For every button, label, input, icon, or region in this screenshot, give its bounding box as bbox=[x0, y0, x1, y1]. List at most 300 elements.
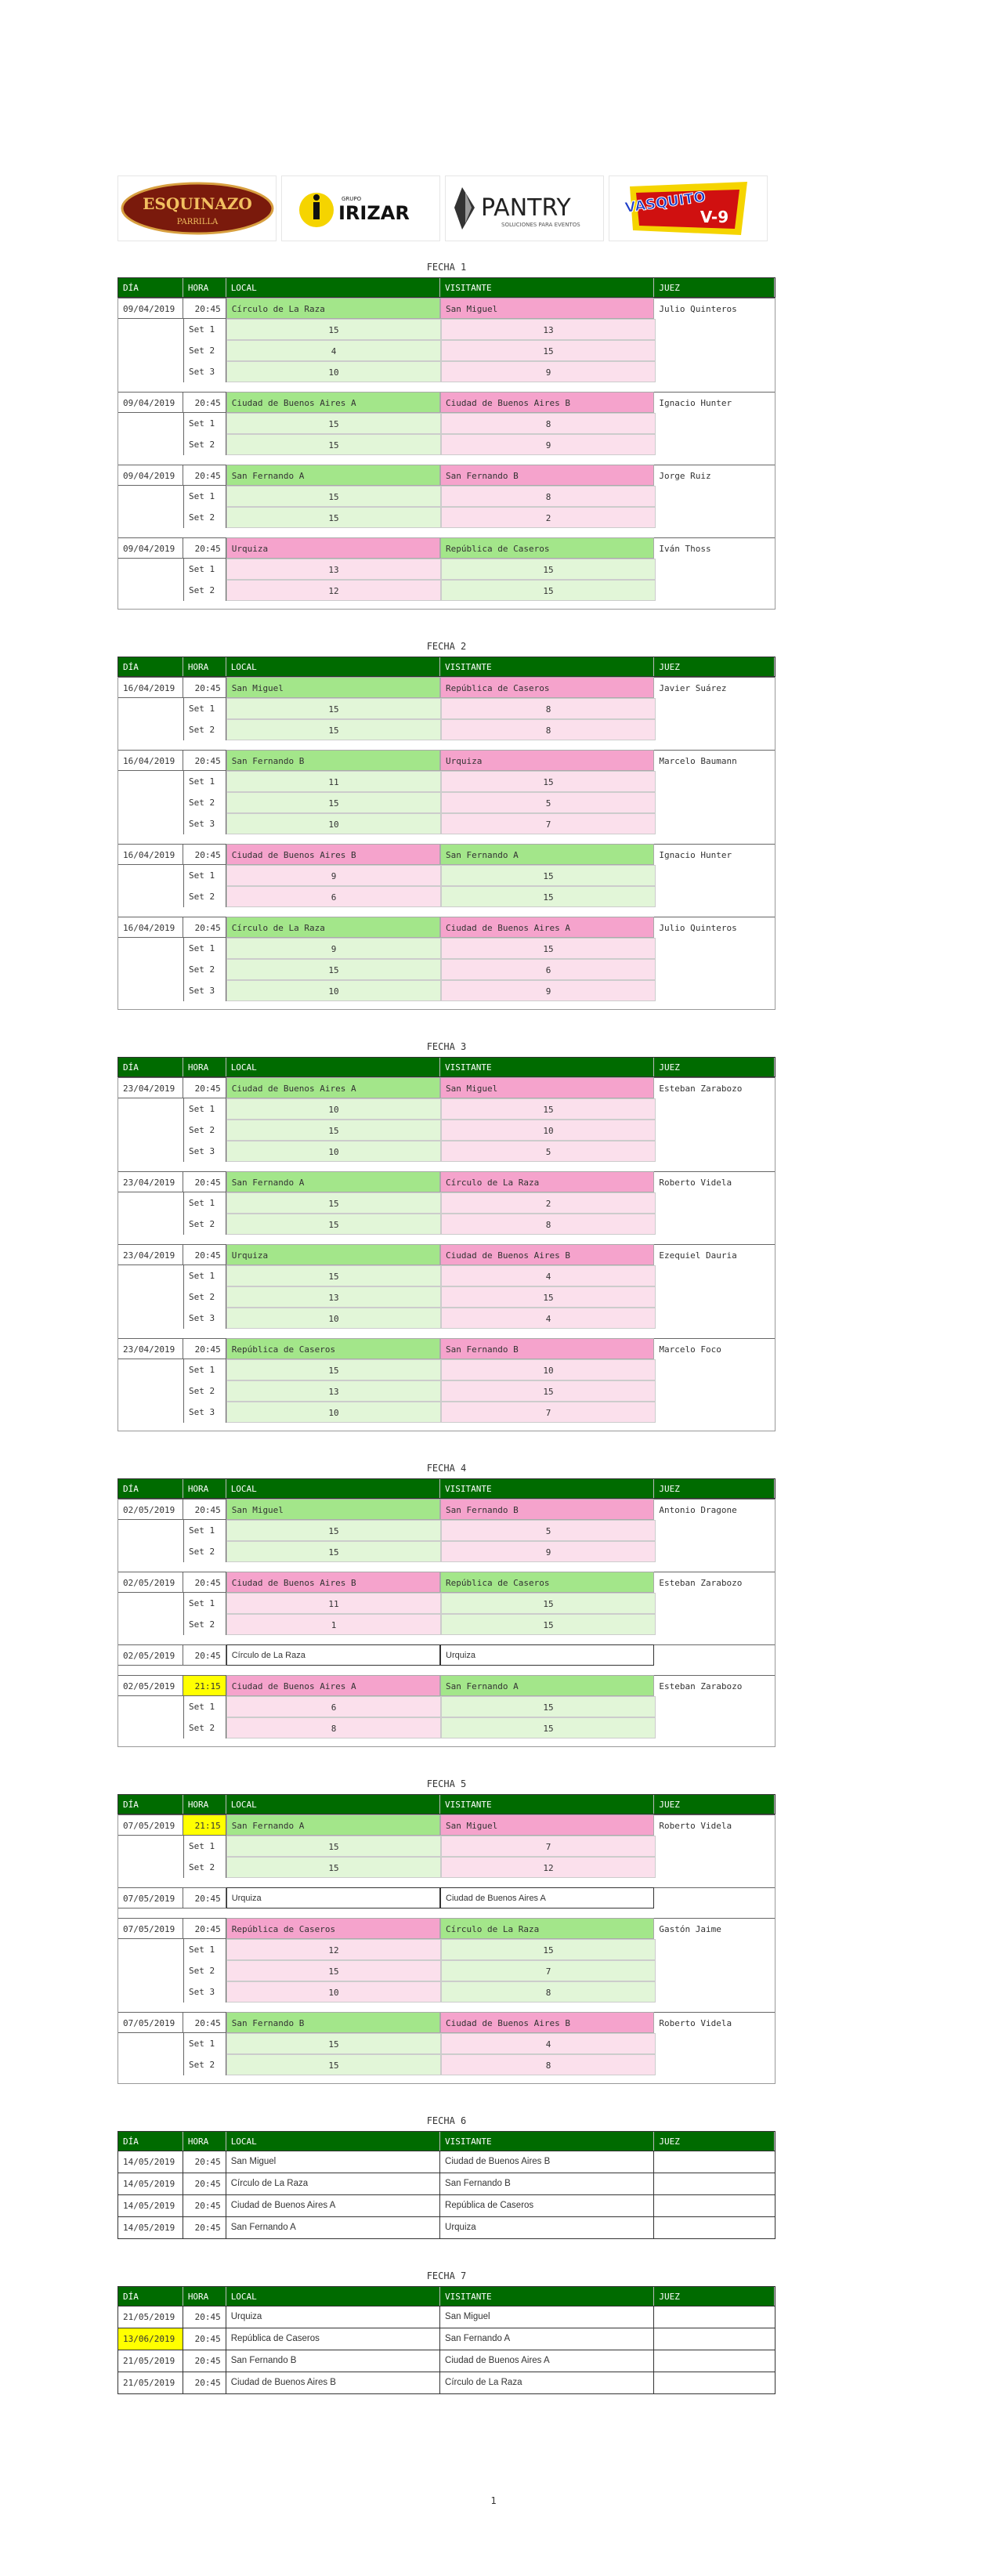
match-row bbox=[118, 1675, 775, 1696]
local-score: 8 bbox=[226, 1717, 441, 1738]
visitor-team: Ciudad de Buenos Aires A bbox=[440, 2350, 654, 2372]
set-row bbox=[118, 1541, 775, 1562]
local-score: 15 bbox=[226, 792, 441, 813]
match-date: 14/05/2019 bbox=[118, 2217, 183, 2238]
match-block bbox=[118, 1675, 775, 1738]
match-time: 20:45 bbox=[183, 844, 226, 865]
visitor-score: 7 bbox=[441, 1960, 656, 1981]
local-score: 10 bbox=[226, 813, 441, 834]
fecha-section bbox=[118, 257, 776, 610]
local-team: Ciudad de Buenos Aires A bbox=[226, 2195, 440, 2216]
local-team: Ciudad de Buenos Aires B bbox=[226, 1572, 440, 1593]
local-team: San Fernando B bbox=[226, 2350, 440, 2372]
header-juez: JUEZ bbox=[654, 278, 775, 297]
referee: Marcelo Baumann bbox=[654, 750, 775, 771]
table-header bbox=[118, 2131, 776, 2151]
visitor-team: San Miguel bbox=[440, 2306, 654, 2328]
fixture-container bbox=[118, 257, 776, 2421]
header-hora: HORA bbox=[183, 278, 226, 297]
local-team: Urquiza bbox=[226, 1244, 440, 1265]
svg-text:VASQUITO: VASQUITO bbox=[623, 188, 707, 217]
match-block bbox=[118, 1077, 775, 1162]
table-row bbox=[118, 2372, 776, 2394]
match-date: 14/05/2019 bbox=[118, 2151, 183, 2173]
local-score: 15 bbox=[226, 1836, 441, 1857]
referee: Ignacio Hunter bbox=[654, 392, 775, 413]
set-label: Set 3 bbox=[183, 813, 226, 834]
header-juez: JUEZ bbox=[654, 1795, 775, 1814]
visitor-score: 4 bbox=[441, 1265, 656, 1286]
set-row bbox=[118, 507, 775, 528]
local-score: 1 bbox=[226, 1614, 441, 1635]
set-label: Set 3 bbox=[183, 1141, 226, 1162]
table-row bbox=[118, 2195, 776, 2217]
set-row bbox=[118, 319, 775, 340]
visitor-score: 8 bbox=[441, 1214, 656, 1235]
set-label: Set 1 bbox=[183, 1696, 226, 1717]
visitor-team: San Fernando A bbox=[440, 2328, 654, 2350]
header-visitante: VISITANTE bbox=[440, 2287, 654, 2306]
match-block bbox=[118, 537, 775, 601]
fecha-section bbox=[118, 636, 776, 1010]
visitor-team: San Fernando A bbox=[440, 1675, 654, 1696]
match-date: 21/05/2019 bbox=[118, 2306, 183, 2328]
match-time: 20:45 bbox=[183, 750, 226, 771]
set-label: Set 1 bbox=[183, 1359, 226, 1380]
match-row bbox=[118, 465, 775, 486]
set-row bbox=[118, 865, 775, 886]
header-hora: HORA bbox=[183, 2287, 226, 2306]
set-row bbox=[118, 1696, 775, 1717]
fecha-title: FECHA 7 bbox=[426, 2270, 467, 2281]
local-score: 15 bbox=[226, 2033, 441, 2054]
visitor-team: República de Caseros bbox=[440, 537, 654, 559]
set-row bbox=[118, 1286, 775, 1308]
match-date: 09/04/2019 bbox=[118, 465, 183, 486]
sponsor-logos bbox=[118, 175, 768, 240]
match-time: 20:45 bbox=[183, 537, 226, 559]
header-juez: JUEZ bbox=[654, 1058, 775, 1076]
match-date: 16/04/2019 bbox=[118, 917, 183, 938]
header-dia: DÍA bbox=[118, 1058, 183, 1076]
match-row bbox=[118, 1918, 775, 1939]
set-row bbox=[118, 886, 775, 907]
visitor-team: Ciudad de Buenos Aires A bbox=[440, 1887, 654, 1908]
header-dia: DÍA bbox=[118, 278, 183, 297]
visitor-score: 7 bbox=[441, 1836, 656, 1857]
set-label: Set 1 bbox=[183, 1939, 226, 1960]
set-row bbox=[118, 1960, 775, 1981]
match-date: 14/05/2019 bbox=[118, 2173, 183, 2194]
set-label: Set 1 bbox=[183, 413, 226, 434]
referee bbox=[654, 2195, 775, 2216]
referee: Marcelo Foco bbox=[654, 1338, 775, 1359]
visitor-score: 9 bbox=[441, 434, 656, 455]
header-hora: HORA bbox=[183, 2132, 226, 2151]
match-block bbox=[118, 1244, 775, 1329]
local-score: 4 bbox=[226, 340, 441, 361]
referee bbox=[654, 2306, 775, 2328]
match-block bbox=[118, 917, 775, 1001]
visitor-team: San Fernando B bbox=[440, 465, 654, 486]
match-time: 20:45 bbox=[183, 1244, 226, 1265]
match-date: 21/05/2019 bbox=[118, 2372, 183, 2393]
fecha-section bbox=[118, 1458, 776, 1747]
local-score: 13 bbox=[226, 559, 441, 580]
visitor-score: 15 bbox=[441, 865, 656, 886]
local-team: San Fernando A bbox=[226, 465, 440, 486]
svg-text:ESQUINAZO: ESQUINAZO bbox=[142, 194, 252, 213]
fecha-section bbox=[118, 1774, 776, 2084]
vasquito-logo bbox=[609, 175, 768, 241]
match-date: 09/04/2019 bbox=[118, 537, 183, 559]
local-score: 13 bbox=[226, 1286, 441, 1308]
visitor-score: 10 bbox=[441, 1120, 656, 1141]
local-score: 15 bbox=[226, 1192, 441, 1214]
match-row bbox=[118, 1572, 775, 1593]
header-visitante: VISITANTE bbox=[440, 1058, 654, 1076]
fecha-section bbox=[118, 1037, 776, 1431]
local-score: 15 bbox=[226, 434, 441, 455]
visitor-score: 15 bbox=[441, 1286, 656, 1308]
match-row bbox=[118, 677, 775, 698]
visitor-score: 15 bbox=[441, 559, 656, 580]
match-time: 20:45 bbox=[183, 1644, 226, 1666]
local-team: Ciudad de Buenos Aires A bbox=[226, 1675, 440, 1696]
local-team: San Fernando B bbox=[226, 750, 440, 771]
match-row bbox=[118, 1499, 775, 1520]
local-score: 9 bbox=[226, 865, 441, 886]
match-block bbox=[118, 1499, 775, 1562]
header-local: LOCAL bbox=[226, 2132, 440, 2151]
header-juez: JUEZ bbox=[654, 1479, 775, 1498]
set-label: Set 2 bbox=[183, 1614, 226, 1635]
match-time: 20:45 bbox=[183, 298, 226, 319]
match-time: 20:45 bbox=[183, 677, 226, 698]
visitor-score: 13 bbox=[441, 319, 656, 340]
referee bbox=[654, 2217, 775, 2238]
fecha-title: FECHA 3 bbox=[426, 1041, 467, 1052]
set-row bbox=[118, 813, 775, 834]
visitor-team: República de Caseros bbox=[440, 1572, 654, 1593]
visitor-team: San Fernando B bbox=[440, 1499, 654, 1520]
referee: Antonio Dragone bbox=[654, 1499, 775, 1520]
local-team: San Fernando A bbox=[226, 2217, 440, 2238]
matches-box bbox=[118, 677, 776, 1010]
referee bbox=[654, 2350, 775, 2372]
visitor-score: 15 bbox=[441, 1939, 656, 1960]
match-time: 20:45 bbox=[183, 465, 226, 486]
svg-text:IRIZAR: IRIZAR bbox=[338, 202, 410, 224]
local-score: 15 bbox=[226, 1359, 441, 1380]
match-block bbox=[118, 1814, 775, 1878]
match-date: 21/05/2019 bbox=[118, 2350, 183, 2372]
match-row bbox=[118, 1887, 775, 1908]
match-time: 20:45 bbox=[183, 2012, 226, 2033]
match-time: 21:15 bbox=[183, 1675, 226, 1696]
set-label: Set 2 bbox=[183, 1120, 226, 1141]
header-local: LOCAL bbox=[226, 657, 440, 676]
set-label: Set 1 bbox=[183, 698, 226, 719]
match-date: 16/04/2019 bbox=[118, 677, 183, 698]
referee bbox=[654, 2372, 775, 2393]
local-score: 15 bbox=[226, 959, 441, 980]
match-date: 07/05/2019 bbox=[118, 1918, 183, 1939]
visitor-team: Círculo de La Raza bbox=[440, 1171, 654, 1192]
match-row bbox=[118, 1814, 775, 1836]
local-score: 15 bbox=[226, 719, 441, 740]
visitor-score: 7 bbox=[441, 813, 656, 834]
visitor-score: 15 bbox=[441, 340, 656, 361]
local-score: 10 bbox=[226, 1098, 441, 1120]
local-score: 15 bbox=[226, 1857, 441, 1878]
matches-box bbox=[118, 1077, 776, 1431]
referee: Julio Quinteros bbox=[654, 917, 775, 938]
set-label: Set 1 bbox=[183, 1265, 226, 1286]
match-date: 23/04/2019 bbox=[118, 1244, 183, 1265]
match-time: 20:45 bbox=[183, 1918, 226, 1939]
match-block bbox=[118, 2012, 775, 2075]
match-row bbox=[118, 1171, 775, 1192]
local-team: Ciudad de Buenos Aires B bbox=[226, 2372, 440, 2393]
local-team: Urquiza bbox=[226, 537, 440, 559]
local-team: Ciudad de Buenos Aires B bbox=[226, 844, 440, 865]
set-row bbox=[118, 1857, 775, 1878]
match-time: 20:45 bbox=[183, 1077, 226, 1098]
local-team: República de Caseros bbox=[226, 1338, 440, 1359]
local-score: 15 bbox=[226, 507, 441, 528]
pantry-logo bbox=[445, 175, 604, 241]
set-label: Set 3 bbox=[183, 1308, 226, 1329]
set-label: Set 2 bbox=[183, 886, 226, 907]
local-team: República de Caseros bbox=[226, 1918, 440, 1939]
local-score: 15 bbox=[226, 2054, 441, 2075]
local-score: 15 bbox=[226, 1214, 441, 1235]
set-label: Set 1 bbox=[183, 1098, 226, 1120]
referee: Javier Suárez bbox=[654, 677, 775, 698]
set-row bbox=[118, 2054, 775, 2075]
set-row bbox=[118, 559, 775, 580]
set-row bbox=[118, 959, 775, 980]
match-block bbox=[118, 1644, 775, 1666]
match-block bbox=[118, 1572, 775, 1635]
local-score: 15 bbox=[226, 319, 441, 340]
local-score: 15 bbox=[226, 1120, 441, 1141]
match-time: 20:45 bbox=[183, 2173, 226, 2194]
local-team: San Miguel bbox=[226, 677, 440, 698]
match-time: 20:45 bbox=[183, 2151, 226, 2173]
visitor-score: 15 bbox=[441, 580, 656, 601]
match-row bbox=[118, 917, 775, 938]
local-team: San Fernando A bbox=[226, 1814, 440, 1836]
set-label: Set 2 bbox=[183, 2054, 226, 2075]
set-label: Set 2 bbox=[183, 719, 226, 740]
table-header bbox=[118, 277, 776, 298]
set-label: Set 1 bbox=[183, 865, 226, 886]
fecha-title: FECHA 6 bbox=[426, 2115, 467, 2126]
set-label: Set 2 bbox=[183, 340, 226, 361]
visitor-score: 9 bbox=[441, 361, 656, 382]
visitor-score: 8 bbox=[441, 719, 656, 740]
set-row bbox=[118, 771, 775, 792]
visitor-score: 2 bbox=[441, 507, 656, 528]
set-label: Set 3 bbox=[183, 361, 226, 382]
set-row bbox=[118, 698, 775, 719]
visitor-score: 4 bbox=[441, 1308, 656, 1329]
table-header bbox=[118, 1794, 776, 1814]
visitor-score: 6 bbox=[441, 959, 656, 980]
referee: Ignacio Hunter bbox=[654, 844, 775, 865]
match-date: 13/06/2019 bbox=[118, 2328, 183, 2350]
set-row bbox=[118, 1836, 775, 1857]
local-team: San Fernando B bbox=[226, 2012, 440, 2033]
header-visitante: VISITANTE bbox=[440, 278, 654, 297]
match-time: 20:45 bbox=[183, 392, 226, 413]
set-row bbox=[118, 1614, 775, 1635]
match-date: 07/05/2019 bbox=[118, 2012, 183, 2033]
match-date: 14/05/2019 bbox=[118, 2195, 183, 2216]
set-label: Set 1 bbox=[183, 559, 226, 580]
header-hora: HORA bbox=[183, 1058, 226, 1076]
esquinazo-logo bbox=[118, 175, 277, 241]
set-label: Set 2 bbox=[183, 1214, 226, 1235]
local-score: 9 bbox=[226, 938, 441, 959]
set-row bbox=[118, 1308, 775, 1329]
visitor-score: 10 bbox=[441, 1359, 656, 1380]
set-row bbox=[118, 938, 775, 959]
visitor-score: 2 bbox=[441, 1192, 656, 1214]
header-visitante: VISITANTE bbox=[440, 2132, 654, 2151]
visitor-score: 8 bbox=[441, 698, 656, 719]
visitor-score: 15 bbox=[441, 886, 656, 907]
referee: Gastón Jaime bbox=[654, 1918, 775, 1939]
set-label: Set 2 bbox=[183, 1717, 226, 1738]
header-visitante: VISITANTE bbox=[440, 1479, 654, 1498]
set-row bbox=[118, 719, 775, 740]
irizar-logo bbox=[281, 175, 440, 241]
referee bbox=[654, 2151, 775, 2173]
set-label: Set 2 bbox=[183, 1541, 226, 1562]
visitor-team: República de Caseros bbox=[440, 2195, 654, 2216]
local-score: 13 bbox=[226, 1380, 441, 1402]
visitor-score: 8 bbox=[441, 486, 656, 507]
set-row bbox=[118, 1520, 775, 1541]
svg-text:PANTRY: PANTRY bbox=[480, 194, 571, 222]
match-row bbox=[118, 1338, 775, 1359]
set-label: Set 3 bbox=[183, 980, 226, 1001]
match-time: 20:45 bbox=[183, 1338, 226, 1359]
set-row bbox=[118, 1717, 775, 1738]
set-label: Set 3 bbox=[183, 1402, 226, 1423]
fecha-section bbox=[118, 2266, 776, 2394]
local-score: 10 bbox=[226, 1402, 441, 1423]
match-block bbox=[118, 1918, 775, 2003]
local-score: 10 bbox=[226, 980, 441, 1001]
match-date: 16/04/2019 bbox=[118, 750, 183, 771]
header-visitante: VISITANTE bbox=[440, 1795, 654, 1814]
visitor-score: 15 bbox=[441, 938, 656, 959]
header-dia: DÍA bbox=[118, 1479, 183, 1498]
set-row bbox=[118, 1192, 775, 1214]
match-date: 02/05/2019 bbox=[118, 1675, 183, 1696]
match-date: 07/05/2019 bbox=[118, 1887, 183, 1908]
local-team: Círculo de La Raza bbox=[226, 917, 440, 938]
set-row bbox=[118, 2033, 775, 2054]
set-label: Set 1 bbox=[183, 319, 226, 340]
referee: Ezequiel Dauria bbox=[654, 1244, 775, 1265]
match-block bbox=[118, 677, 775, 740]
visitor-score: 9 bbox=[441, 1541, 656, 1562]
match-row bbox=[118, 392, 775, 413]
match-time: 20:45 bbox=[183, 2195, 226, 2216]
referee bbox=[654, 1644, 775, 1666]
visitor-score: 15 bbox=[441, 1717, 656, 1738]
svg-text:SOLUCIONES PARA EVENTOS: SOLUCIONES PARA EVENTOS bbox=[501, 222, 580, 228]
header-dia: DÍA bbox=[118, 2287, 183, 2306]
match-block bbox=[118, 1171, 775, 1235]
table-row bbox=[118, 2151, 776, 2173]
matches-box bbox=[118, 1499, 776, 1747]
table-header bbox=[118, 1057, 776, 1077]
set-row bbox=[118, 792, 775, 813]
page-number: 1 bbox=[490, 2495, 497, 2506]
local-team: Ciudad de Buenos Aires A bbox=[226, 392, 440, 413]
matches-box bbox=[118, 298, 776, 610]
match-date: 02/05/2019 bbox=[118, 1499, 183, 1520]
match-date: 09/04/2019 bbox=[118, 298, 183, 319]
visitor-score: 15 bbox=[441, 1593, 656, 1614]
referee: Roberto Videla bbox=[654, 2012, 775, 2033]
local-team: San Miguel bbox=[226, 2151, 440, 2173]
match-date: 07/05/2019 bbox=[118, 1814, 183, 1836]
header-hora: HORA bbox=[183, 657, 226, 676]
set-label: Set 1 bbox=[183, 486, 226, 507]
visitor-team: San Miguel bbox=[440, 1077, 654, 1098]
set-label: Set 2 bbox=[183, 434, 226, 455]
visitor-team: Ciudad de Buenos Aires B bbox=[440, 2151, 654, 2173]
matches-box bbox=[118, 1814, 776, 2084]
set-row bbox=[118, 1265, 775, 1286]
set-label: Set 2 bbox=[183, 507, 226, 528]
visitor-score: 15 bbox=[441, 1696, 656, 1717]
local-score: 12 bbox=[226, 1939, 441, 1960]
referee bbox=[654, 2173, 775, 2194]
match-time: 20:45 bbox=[183, 2328, 226, 2350]
set-label: Set 2 bbox=[183, 792, 226, 813]
set-row bbox=[118, 1380, 775, 1402]
local-score: 6 bbox=[226, 886, 441, 907]
table-row bbox=[118, 2306, 776, 2328]
fecha-title: FECHA 2 bbox=[426, 641, 467, 652]
local-score: 10 bbox=[226, 1981, 441, 2003]
visitor-score: 12 bbox=[441, 1857, 656, 1878]
table-row bbox=[118, 2173, 776, 2195]
set-row bbox=[118, 1593, 775, 1614]
local-team: Urquiza bbox=[226, 1887, 440, 1908]
match-block bbox=[118, 1887, 775, 1908]
referee: Jorge Ruiz bbox=[654, 465, 775, 486]
svg-text:V-9: V-9 bbox=[700, 208, 728, 226]
visitor-team: Ciudad de Buenos Aires A bbox=[440, 917, 654, 938]
visitor-score: 5 bbox=[441, 1141, 656, 1162]
local-score: 15 bbox=[226, 1960, 441, 1981]
set-label: Set 1 bbox=[183, 771, 226, 792]
local-score: 11 bbox=[226, 1593, 441, 1614]
fecha-title: FECHA 5 bbox=[426, 1778, 467, 1789]
set-row bbox=[118, 1402, 775, 1423]
set-row bbox=[118, 1359, 775, 1380]
referee: Roberto Videla bbox=[654, 1171, 775, 1192]
